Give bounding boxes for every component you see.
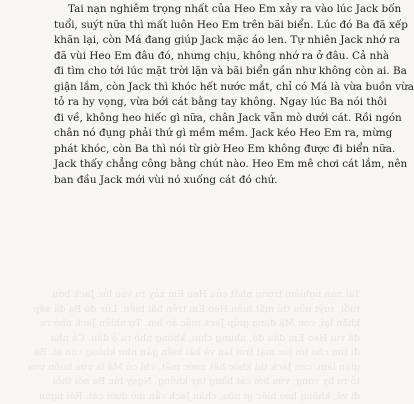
text-line: ban đầu Jack mới vùi nó xuống cát đó chứ. — [54, 173, 360, 189]
text-line: phát khóc, còn Ba thì nói từ giờ Heo Em không được đi biển nữa. — [54, 142, 360, 158]
show-through-line: tuổi, suýt nữa thì mất luôn Heo Em trên bãi biển. Lúc đó Ba đã xếp — [54, 303, 360, 318]
story-paragraph — [54, 2, 360, 188]
text-line: đi về, không heo hiếc gì nữa, chân Jack vẫn mò dưới cát. Rồi ngón — [54, 111, 360, 127]
show-through-line: Tai nạn nghiêm trọng nhất của Heo Em xảy ra vào lúc Jack bốn — [54, 288, 360, 303]
text-line: tỏ ra hy vọng, vừa bới cát bằng tay không. Ngay lúc Ba nói thôi — [54, 95, 360, 111]
text-line: đã vùi Heo Em đâu đó, nhưng chịu, không nhớ ra ở đâu. Cả nhà — [54, 49, 360, 65]
show-through-line: đã vùi Heo Em đâu đó, nhưng chịu, không nhớ ra ở đâu. Cả nhà — [54, 332, 360, 347]
show-through-line: đi tìm cho tới lúc mặt trời lặn và bãi biển gần như không còn ai. Ba — [54, 346, 360, 361]
show-through-line: giận lắm, còn Jack thì khóc hết nước mắt, chỉ có Má là vừa buồn vừa — [54, 361, 360, 376]
show-through-line: khăn lại, còn Má đang giúp Jack mặc áo len. Tự nhiên Jack nhớ ra — [54, 317, 360, 332]
text-line: khăn lại, còn Má đang giúp Jack mặc áo len. Tự nhiên Jack nhớ ra — [54, 33, 360, 49]
show-through-line: tỏ ra hy vọng, vừa bới cát bằng tay không. Ngay lúc Ba nói thôi — [54, 375, 360, 390]
show-through-text — [54, 288, 360, 398]
text-line: Jack thấy chẳng công bằng chút nào. Heo Em mê chơi cát lắm, nên — [54, 157, 360, 173]
text-line: chân nó đụng phải thứ gì mềm mềm. Jack kéo Heo Em ra, mừng — [54, 126, 360, 142]
text-line: đi tìm cho tới lúc mặt trời lặn và bãi biển gần như không còn ai. Ba — [54, 64, 360, 80]
text-line: Tai nạn nghiêm trọng nhất của Heo Em xảy ra vào lúc Jack bốn — [54, 2, 360, 18]
text-line: tuổi, suýt nữa thì mất luôn Heo Em trên bãi biển. Lúc đó Ba đã xếp — [54, 18, 360, 34]
text-line: giận lắm, còn Jack thì khóc hết nước mắt, chỉ có Má là vừa buồn vừa — [54, 80, 360, 96]
show-through-line: đi về, không heo hiếc gì nữa, chân Jack vẫn mò dưới cát. Rồi ngón — [54, 390, 360, 404]
